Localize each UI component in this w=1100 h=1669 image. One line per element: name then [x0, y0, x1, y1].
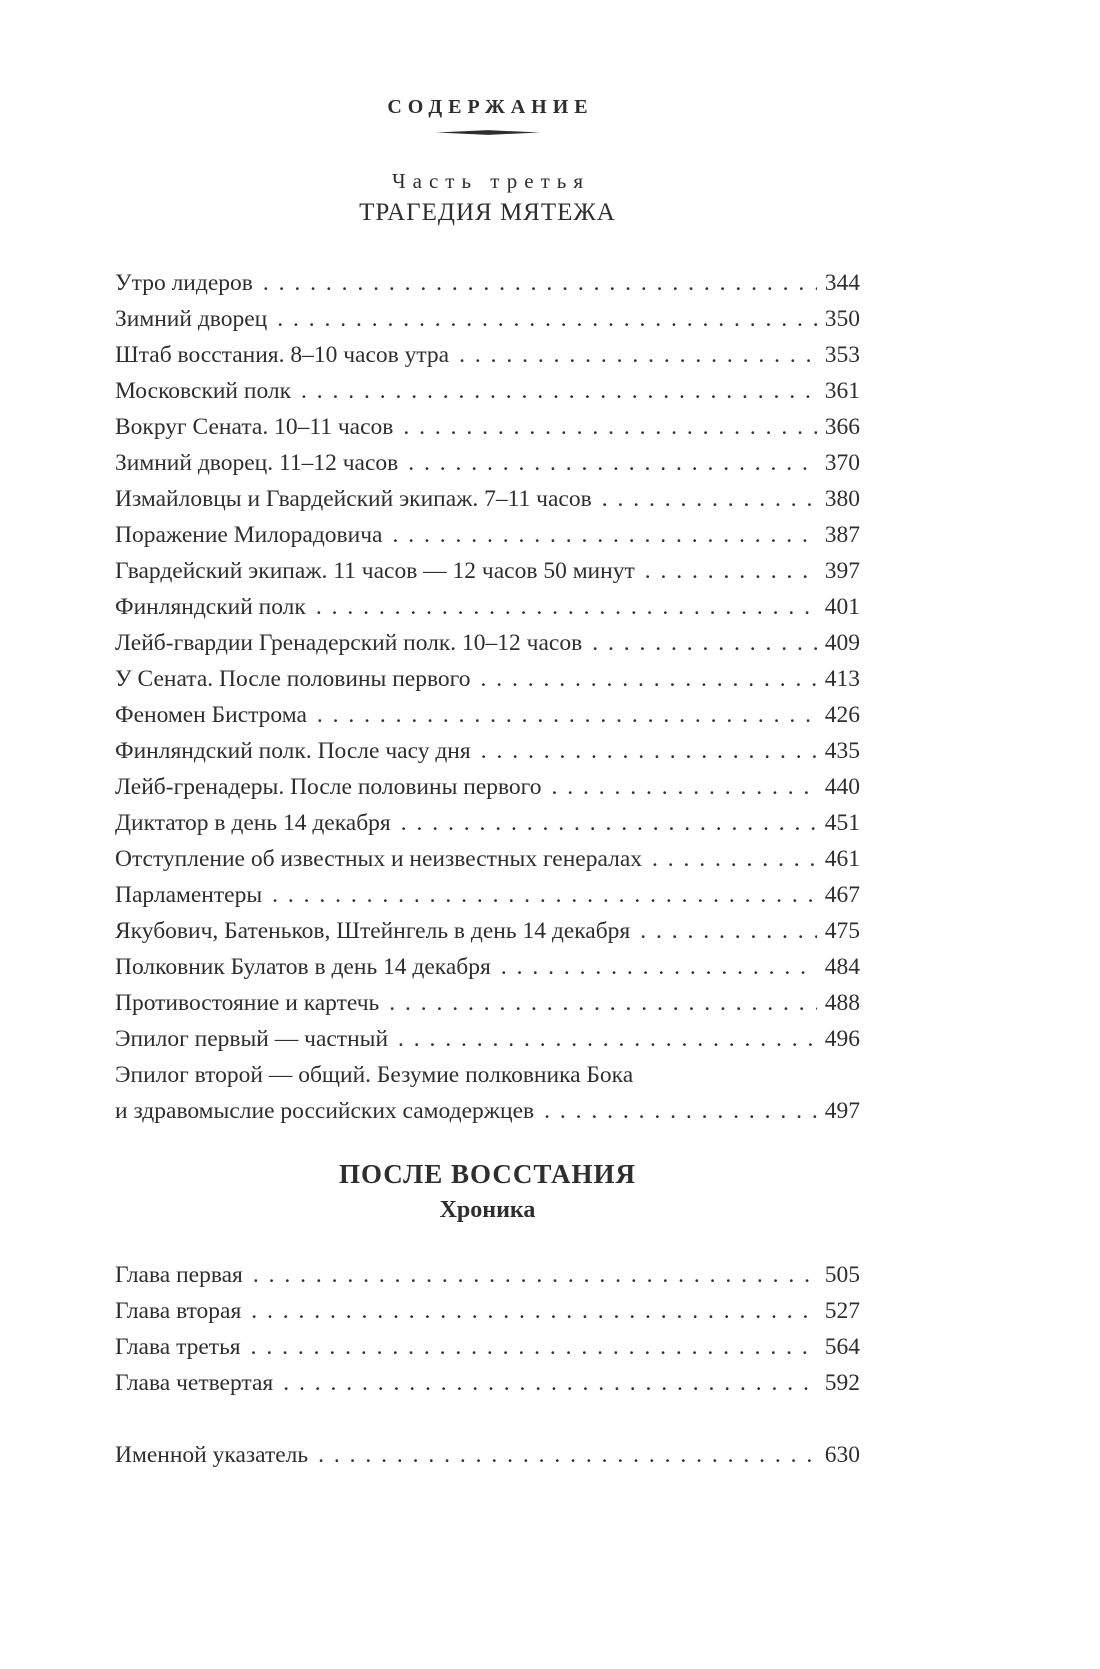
dot-leader: [251, 1293, 816, 1329]
toc-entry: [115, 661, 860, 697]
toc-entry: [115, 1257, 860, 1293]
dot-leader: [459, 337, 817, 373]
toc-entry-page-number: 496: [824, 1026, 860, 1052]
toc-entry-row: [115, 1021, 860, 1057]
toc-entry: [115, 805, 860, 841]
toc-entry-row: [115, 1093, 860, 1129]
toc-entry-row: [115, 1293, 860, 1329]
toc-entry: [115, 733, 860, 769]
toc-entry: [115, 517, 860, 553]
toc-entry-page-number: 353: [824, 342, 860, 368]
toc-entry: [115, 769, 860, 805]
name-index-entry: [115, 1437, 860, 1473]
toc-entry-row: [115, 1329, 860, 1365]
toc-entry-title: Московский полк: [115, 378, 292, 404]
toc-entry-title: Утро лидеров: [115, 270, 253, 296]
dot-leader: [317, 697, 817, 733]
toc-entry: [115, 337, 860, 373]
toc-entry-row: [115, 733, 860, 769]
toc-entry-page-number: 527: [824, 1298, 860, 1324]
toc-entry-page-number: 461: [824, 846, 860, 872]
toc-entry-page-number: 370: [824, 450, 860, 476]
dot-leader: [251, 1329, 817, 1365]
toc-entry-title: Отступление об известных и неизвестных генералах: [115, 846, 643, 872]
toc-entry-row: [115, 661, 860, 697]
toc-entry-page-number: 440: [824, 774, 860, 800]
toc-entry-row: [115, 985, 860, 1021]
toc-entry: [115, 877, 860, 913]
toc-entry-page-number: 484: [824, 954, 860, 980]
dot-leader: [263, 265, 817, 301]
toc-entry: [115, 913, 860, 949]
toc-entry-page-number: 497: [824, 1098, 860, 1124]
toc-entry-title: Зимний дворец: [115, 306, 268, 332]
toc-entry-row: [115, 445, 860, 481]
dot-leader: [389, 985, 816, 1021]
toc-entry-page-number: 361: [824, 378, 860, 404]
toc-entry-title: Штаб восстания. 8–10 часов утра: [115, 342, 450, 368]
toc-entry: [115, 553, 860, 589]
toc-entry: [115, 985, 860, 1021]
toc-entry-title: Финляндский полк: [115, 594, 306, 620]
toc-entry-row: [115, 481, 860, 517]
dot-leader: [253, 1257, 817, 1293]
dot-leader: [318, 1437, 817, 1473]
toc-entry-title: Измайловцы и Гвардейский экипаж. 7–11 часов: [115, 486, 592, 512]
toc-entry-page-number: 344: [824, 270, 860, 296]
toc-entry: [115, 589, 860, 625]
toc-entry-page-number: 505: [824, 1262, 860, 1288]
dot-leader: [640, 913, 817, 949]
toc-entry-row: [115, 841, 860, 877]
toc-entry: [115, 445, 860, 481]
toc-entry-row: [115, 553, 860, 589]
toc-entry-page-number: 435: [824, 738, 860, 764]
toc-entry: [115, 265, 860, 301]
toc-entry-row: [115, 301, 860, 337]
dot-leader: [480, 661, 816, 697]
header-divider-ornament: [436, 128, 540, 137]
toc-entry-title: Глава четвертая: [115, 1370, 274, 1396]
part-title: ТРАГЕДИЯ МЯТЕЖА: [359, 199, 616, 226]
toc-entry-title: Финляндский полк. После часу дня: [115, 738, 471, 764]
toc-entry-title: Феномен Бистрома: [115, 702, 307, 728]
toc-entry-title: Гвардейский экипаж. 11 часов — 12 часов 50 минут: [115, 558, 635, 584]
toc-list-part-three: [115, 265, 860, 1129]
dot-leader: [272, 877, 817, 913]
toc-entry-row: [115, 265, 860, 301]
dot-leader: [652, 841, 817, 877]
dot-leader: [283, 1365, 817, 1401]
toc-entry: [115, 373, 860, 409]
toc-entry-title: У Сената. После половины первого: [115, 666, 471, 692]
toc-entry-row: [115, 409, 860, 445]
toc-entry: [115, 301, 860, 337]
toc-entry: [115, 1021, 860, 1057]
toc-entry-title: Вокруг Сената. 10–11 часов: [115, 414, 394, 440]
toc-entry-page-number: 467: [824, 882, 860, 908]
toc-entry-row: [115, 625, 860, 661]
dot-leader: [645, 553, 817, 589]
toc-entry-title: Лейб-гвардии Гренадерский полк. 10–12 часов: [115, 630, 583, 656]
toc-entry: [115, 409, 860, 445]
dot-leader: [403, 409, 816, 445]
toc-entry: [115, 1293, 860, 1329]
dot-leader: [277, 301, 817, 337]
toc-entry-title: Лейб-гренадеры. После половины первого: [115, 774, 542, 800]
toc-entry-page-number: 397: [824, 558, 860, 584]
toc-entry-row: [115, 373, 860, 409]
toc-entry-page-number: 366: [824, 414, 860, 440]
toc-entry-row: [115, 517, 860, 553]
toc-entry-title: Якубович, Батеньков, Штейнгель в день 14 декабря: [115, 918, 631, 944]
toc-entry-page-number: 380: [824, 486, 860, 512]
toc-entry-title: Парламентеры: [115, 882, 263, 908]
toc-entry-page-number: 387: [824, 522, 860, 548]
toc-entry-row: [115, 913, 860, 949]
toc-entry-first-line: Эпилог второй — общий. Безумие полковника Бока: [115, 1062, 634, 1088]
toc-entry-page-number: 350: [824, 306, 860, 332]
toc-entry-title: Противостояние и картечь: [115, 990, 380, 1016]
toc-entry-page-number: 426: [824, 702, 860, 728]
dot-leader: [544, 1093, 817, 1129]
contents-title: СОДЕРЖАНИЕ: [387, 96, 594, 118]
toc-entry-title: Полковник Булатов в день 14 декабря: [115, 954, 491, 980]
toc-entry-row: [115, 769, 860, 805]
toc-entry-row: [115, 877, 860, 913]
dot-leader: [552, 769, 817, 805]
dot-leader: [398, 1021, 817, 1057]
toc-list-chapters: [115, 1257, 860, 1401]
toc-entry-title: Глава вторая: [115, 1298, 242, 1324]
dot-leader: [408, 445, 816, 481]
dot-leader: [481, 733, 817, 769]
toc-entry-row: [115, 337, 860, 373]
toc-entry-title: Глава первая: [115, 1262, 243, 1288]
toc-entry-row: [115, 805, 860, 841]
book-contents-page: [115, 0, 860, 1473]
section-after-uprising-header: [115, 1159, 860, 1224]
toc-entry-title: Поражение Милорадовича: [115, 522, 383, 548]
toc-entry: [115, 625, 860, 661]
toc-entry-page-number: 475: [824, 918, 860, 944]
toc-entry-title: и здравомыслие российских самодержцев: [115, 1098, 535, 1124]
toc-entry: [115, 1329, 860, 1365]
section-title: ПОСЛЕ ВОССТАНИЯ: [338, 1159, 637, 1189]
dot-leader: [501, 949, 817, 985]
toc-entry-page-number: 564: [824, 1334, 860, 1360]
toc-entry-page-number: 592: [824, 1370, 860, 1396]
toc-entry: [115, 1057, 860, 1129]
toc-entry: [115, 481, 860, 517]
dot-leader: [301, 373, 817, 409]
dot-leader: [592, 625, 817, 661]
toc-entry-title: Именной указатель: [115, 1442, 309, 1468]
toc-entry-row: [115, 697, 860, 733]
dot-leader: [392, 517, 816, 553]
toc-entry-row: [115, 949, 860, 985]
toc-entry-row: [115, 1437, 860, 1473]
toc-entry-page-number: 488: [824, 990, 860, 1016]
toc-entry-page-number: 409: [824, 630, 860, 656]
dot-leader: [316, 589, 817, 625]
toc-entry-title: Эпилог первый — частный: [115, 1026, 389, 1052]
part-kicker: Часть третья: [392, 169, 590, 193]
toc-entry-title: Диктатор в день 14 декабря: [115, 810, 391, 836]
toc-entry-row: [115, 589, 860, 625]
toc-entry: [115, 697, 860, 733]
toc-entry-title: Зимний дворец. 11–12 часов: [115, 450, 399, 476]
toc-entry: [115, 841, 860, 877]
dot-leader: [602, 481, 817, 517]
section-subtitle: Хроника: [439, 1197, 536, 1223]
toc-entry-page-number: 630: [824, 1442, 860, 1468]
toc-entry-title: Глава третья: [115, 1334, 241, 1360]
toc-entry-page-number: 413: [824, 666, 860, 692]
toc-entry: [115, 1365, 860, 1401]
toc-entry-row: [115, 1257, 860, 1293]
toc-entry-page-number: 451: [824, 810, 860, 836]
dot-leader: [401, 805, 817, 841]
toc-entry: [115, 949, 860, 985]
toc-entry-page-number: 401: [824, 594, 860, 620]
toc-entry-row: [115, 1365, 860, 1401]
